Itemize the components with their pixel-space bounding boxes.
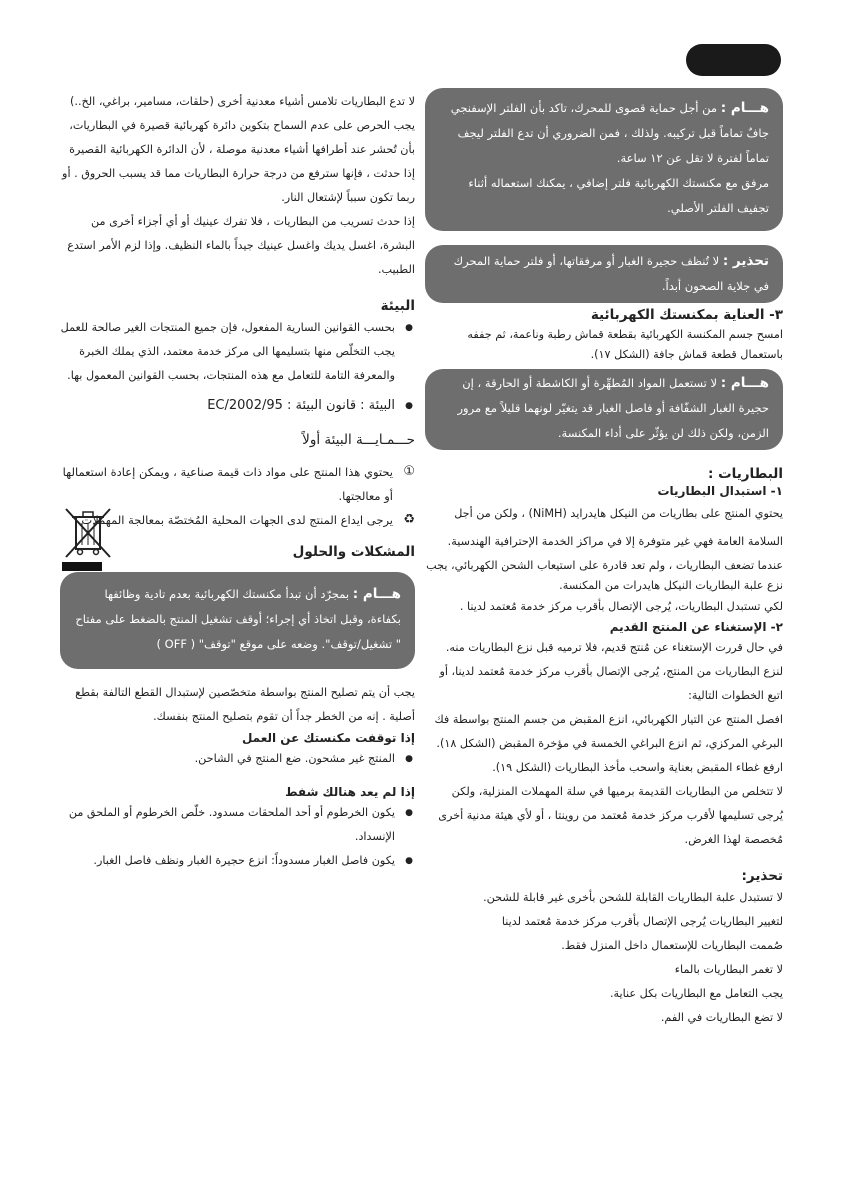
no-suction-heading: إذا لم يعد هنالك شفط <box>285 785 415 799</box>
important-note-switch-off <box>60 572 415 669</box>
stopped-working-heading: إذا توقفت مكنستك عن العمل <box>241 731 415 745</box>
eco-item-text: يرجى ايداع المنتج لدى الجهات المحلية المُختصّة بمعالجة المهملات. <box>77 513 393 527</box>
eco-heading: حـــمـايـــة البيئة أولاً <box>302 432 415 448</box>
right-column <box>425 82 783 1030</box>
note-text: من أجل حماية قصوى للمحرك، تاكد بأن الفلتر الإسفنجي جافٌ تماماً قبل تركيبه. ولذلك ، فمن الضروري أن تدع الفلتر ليجف تماماً لفترة لا تقل عن ١٢ ساعة. <box>450 101 769 165</box>
note-text: لا تستعمل المواد المُطهِّرة أو الكاشطة أو الحارقة ، إن حجيرة الغبار الشفّافة أو فاصل الغبار قد يتغيّر لونهما قليلاً مع مرور الزمن، ولكن ذلك لن يؤثّر على أداء المكنسة. <box>457 376 769 440</box>
replace-text-3: لكي تستبدل البطاريات، يُرجى الإتصال بأقرب مركز خدمة مُعتمد لدينا . <box>459 600 783 613</box>
batteries-heading: البطاريات : <box>707 466 783 482</box>
eco-item-reuse <box>60 460 415 508</box>
page-tab <box>686 44 781 76</box>
battery-safety-text: لا تدع البطاريات تلامس أشياء معدنية أخرى (حلقات، مسامير، براغي، الخ..) يجب الحرص على عدم السماح بتكوين دائرة كهربائية قصيرة في البطاريات، بأن تُحشر عند أطرافها أشياء معدنية موصلة ، لأن الدائرة الكهربائية القصيرة إذا حدثت ، فإنها سترفع من درجة حرارة البطاريات مما قد يسبب الحروق . أو ربما تكون سبباً لإشتعال النار. <box>62 95 415 204</box>
dispose-text-4: لا تتخلص من البطاريات القديمة برميها في سلة المهملات المنزلية، ولكن يُرجى تسليمها لأقرب مركز خدمة مُعتمد من روينتا ، أو لأي هيئة مدنية أخرى مُخصصة لهذا الغرض. <box>438 785 783 846</box>
environment-law-bullet <box>60 394 415 418</box>
suction-bullet-2: ● يكون فاصل الغبار مسدوداً: انزع حجيرة الغبار ونظف فاصل الغبار. <box>60 849 415 873</box>
dispose-text-1: في حال قررت الإستغناء عن مُنتج قديم، فلا ترميه قبل نزع البطاريات منه. لنزع البطاريات من المنتج، يُرجى الإتصال بأقرب مركز خدمة مُعتمد لدينا، أو اتبع الخطوات التالية: <box>439 641 783 702</box>
important-note-filter <box>425 88 783 231</box>
eco-item-text: يحتوي هذا المنتج على مواد ذات قيمة صناعية ، ويمكن إعادة استعمالها أو معالجتها. <box>62 465 393 503</box>
environment-law-text: البيئة : قانون البيئة : 2002/95/EC <box>207 398 395 413</box>
warning-line: لتغيير البطاريات يُرجى الإتصال بأقرب مركز خدمة مُعتمد لدينا <box>501 915 783 928</box>
replace-text-2: عندما تضعف البطاريات ، ولم تعد قادرة على استيعاب الشحن الكهربائي، يجب نزع علبة البطاريات النيكل هايدرات من المكنسة. <box>426 559 783 592</box>
replace-batteries-heading: ١- استبدال البطاريات <box>657 484 783 498</box>
warning-line: لا تضع البطاريات في الفم. <box>660 1011 783 1024</box>
battery-warning-list <box>425 886 783 1030</box>
care-heading: ٣- العناية بمكنستك الكهربائية <box>590 307 783 323</box>
dispose-product-heading: ٢- الإستغناء عن المنتج القديم <box>609 620 783 634</box>
important-note-materials <box>425 369 783 450</box>
suction-bullet-1: ● يكون الخرطوم أو أحد الملحقات مسدود. خلّص الخرطوم أو الملحق من الإنسداد. <box>60 801 415 849</box>
note-title: هـــام : <box>720 375 769 391</box>
recycle-icon: ♻ <box>403 512 415 527</box>
warning-line: يجب التعامل مع البطاريات بكل عناية. <box>609 987 783 1000</box>
weee-bar <box>62 562 102 571</box>
warning-title: تحذير : <box>722 253 769 269</box>
battery-warning-heading: تحذير: <box>741 868 783 884</box>
left-column <box>60 90 415 873</box>
note-text-2: مرفق مع مكنستك الكهربائية فلتر إضافي ، يمكنك استعماله أثناء تجفيف الفلتر الأصلي. <box>468 176 769 215</box>
environment-heading: البيئة <box>380 298 415 314</box>
environment-bullet: ● بحسب القوانين السارية المفعول، فإن جميع المنتجات الغير صالحة للعمل يجب التخلّص منها بتسليمها الى مركز خدمة معتمد، الذي يملك الخبرة والمعرفة التامة للتعامل مع هذه المنتجات، بحسب القوانين المعمول بها. <box>60 316 415 388</box>
note-text: بمجرّد أن تبدأ مكنستك الكهربائية بعدم تادية وظائفها بكفاءة، وقبل اتخاذ أي إجراء؛ أوقف تشغيل المنتج بالضغط على مفتاح " تشغيل/توقف". وضعه على موقع "توقف" ( OFF ) <box>75 587 401 651</box>
dispose-text-2: افصل المنتج عن التيار الكهربائي، انزع المقبض من جسم المنتج بواسطة فك البرغي المركزي، ثم انزع البراغي الخمسة في مؤخرة المقبض (الشكل ١٨). <box>434 713 783 750</box>
warning-text: لا تُنظف حجيرة الغبار أو مرفقاتها، أو فلتر حماية المحرك في جلاية الصحون أبداً. <box>453 254 769 293</box>
battery-leak-text: إذا حدث تسريب من البطاريات ، فلا تفرك عينيك أو أي أجزاء أخرى من البشرة، اغسل يديك واغسل عينيك جيداً بالماء النظيف. وإذا لزم الأمر استدع الطبيب. <box>67 215 415 276</box>
replace-text-1: يحتوي المنتج على بطاريات من النيكل هايدرايد (NiMH) ، ولكن من أجل السلامة العامة فهي غير متوفرة إلا في مراكز الخدمة الإحترافية الهندسية. <box>447 507 783 548</box>
warning-line: لا تستبدل علبة البطاريات القابلة للشحن بأخرى غير قابلة للشحن. <box>483 891 783 904</box>
troubleshooting-heading: المشكلات والحلول <box>292 544 415 560</box>
care-text: امسح جسم المكنسة الكهربائية بقطعة قماش رطبة وناعمة، ثم جففه باستعمال قطعة قماش جافة (الشكل ١٧). <box>467 328 783 361</box>
info-icon: ① <box>403 464 415 479</box>
warning-dishwasher <box>425 245 783 303</box>
dispose-text-3: ارفع غطاء المقبض بعناية واسحب مأخذ البطاريات (الشكل ١٩). <box>492 761 783 774</box>
stopped-bullet: ● المنتج غير مشحون. ضع المنتج في الشاحن. <box>60 747 415 771</box>
warning-line: لا تغمر البطاريات بالماء <box>674 963 783 976</box>
repair-text: يجب أن يتم تصليح المنتج بواسطة متخصّصين لإستبدال القطع التالفة بقطع أصلية . إنه من الخطر جداً أن تقوم بتصليح المنتج بنفسك. <box>75 686 415 723</box>
note-title: هـــام : <box>720 100 769 116</box>
note-title: هـــام : <box>352 586 401 602</box>
warning-line: صُممت البطاريات للإستعمال داخل المنزل فقط. <box>561 939 783 952</box>
